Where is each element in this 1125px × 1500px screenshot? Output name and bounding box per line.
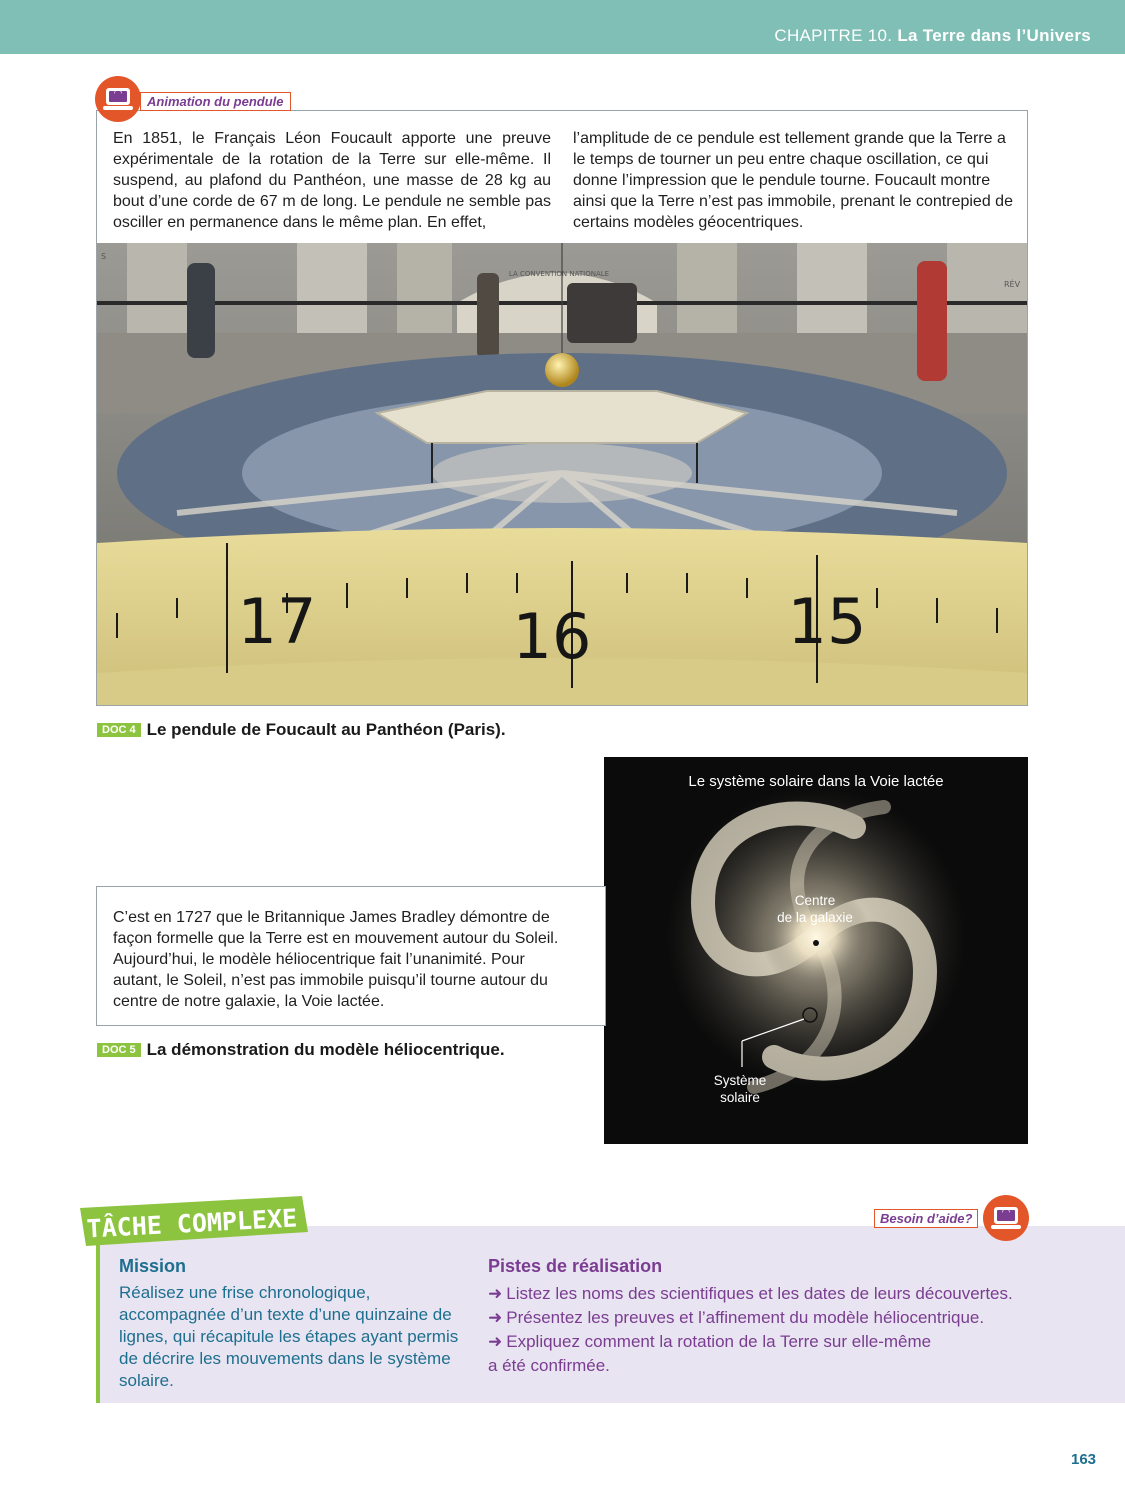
milky-way-illustration — [604, 757, 1028, 1144]
chapter-title: CHAPITRE 10. La Terre dans l’Univers — [774, 26, 1091, 45]
galaxy-center-label: Centre de la galaxie — [777, 893, 853, 925]
web-animation-icon[interactable]: ◠ — [95, 76, 141, 122]
solar-system-label: Système solaire — [713, 1073, 767, 1105]
doc5-tag: DOC 5 — [97, 1043, 141, 1057]
photo-sign-convention: LA CONVENTION NATIONALE — [508, 270, 610, 278]
task-accent-bar — [96, 1238, 100, 1403]
list-item-continuation: a été confirmée. — [488, 1356, 610, 1375]
task-banner — [80, 1196, 312, 1252]
photo-sign-s: S — [101, 252, 107, 261]
page-number: 163 — [1071, 1451, 1097, 1468]
arrow-right-icon: ➜ — [488, 1284, 503, 1303]
animation-link[interactable]: Animation du pendule — [140, 92, 291, 111]
list-item: ➜ Expliquez comment la rotation de la Terre sur elle-même — [488, 1332, 932, 1351]
doc4-text-col2: l’amplitude de ce pendule est tellement grande que la Terre a le temps de tourner un peu entre chaque oscillation, ce qui donne l’impression que le pendule tourne. Foucault montre ainsi que la Terre n’est pas immobile, prenant le contrepied de certains modèles géocentriques. — [573, 130, 1013, 231]
list-item: ➜ Présentez les preuves et l’affinement du modèle héliocentrique. — [488, 1308, 985, 1327]
pistes-title: Pistes de réalisation — [488, 1256, 663, 1276]
scale-number-15: 15 — [787, 585, 867, 658]
list-item: ➜ Listez les noms des scientifiques et les dates de leurs découvertes. — [488, 1284, 1013, 1303]
foucault-pendulum-photo — [97, 243, 1027, 705]
photo-sign-rev: RÉV — [1003, 280, 1021, 289]
galaxy-title: Le système solaire dans la Voie lactée — [688, 773, 944, 790]
doc4-text-col1: En 1851, le Français Léon Foucault apporte une preuve expérimentale de la rotation de la Terre sur elle-même. Il suspend, au plafond du Panthéon, une masse de 28 kg au bout d’une corde de 67 m de long. Le pendule ne semble pas osciller en permanence dans le même plan. En effet, — [113, 130, 551, 231]
doc4-tag: DOC 4 — [97, 723, 141, 737]
pistes-list — [488, 1282, 1048, 1378]
arrow-right-icon: ➜ — [488, 1332, 503, 1351]
doc5-text: C’est en 1727 que le Britannique James Bradley démontre de façon formelle que la Terre est en mouvement autour du Soleil. Aujourd’hui, le modèle héliocentrique fait l’unanimité. Pour autant, le Soleil, n’est pas immobile puisqu’il tourne autour du centre de notre galaxie, la Voie lactée. — [113, 909, 559, 1010]
scale-number-17: 17 — [237, 585, 317, 658]
web-help-icon[interactable]: ◠ — [983, 1195, 1029, 1241]
scale-number-16: 16 — [512, 600, 592, 673]
mission-text: Réalisez une frise chronologique, accompagnée d’un texte d’une quinzaine de lignes, qui récapitule les étapes ayant permis de décrire les mouvements dans le système solaire. — [119, 1283, 459, 1390]
help-link[interactable]: Besoin d’aide? — [874, 1209, 978, 1228]
task-banner-text: TÂCHE COMPLEXE — [85, 1203, 298, 1244]
doc4-caption: DOC 4 Le pendule de Foucault au Panthéon (Paris). — [97, 720, 506, 740]
arrow-right-icon: ➜ — [488, 1308, 503, 1327]
mission-title: Mission — [119, 1256, 187, 1276]
doc5-caption: DOC 5 La démonstration du modèle héliocentrique. — [97, 1040, 505, 1060]
